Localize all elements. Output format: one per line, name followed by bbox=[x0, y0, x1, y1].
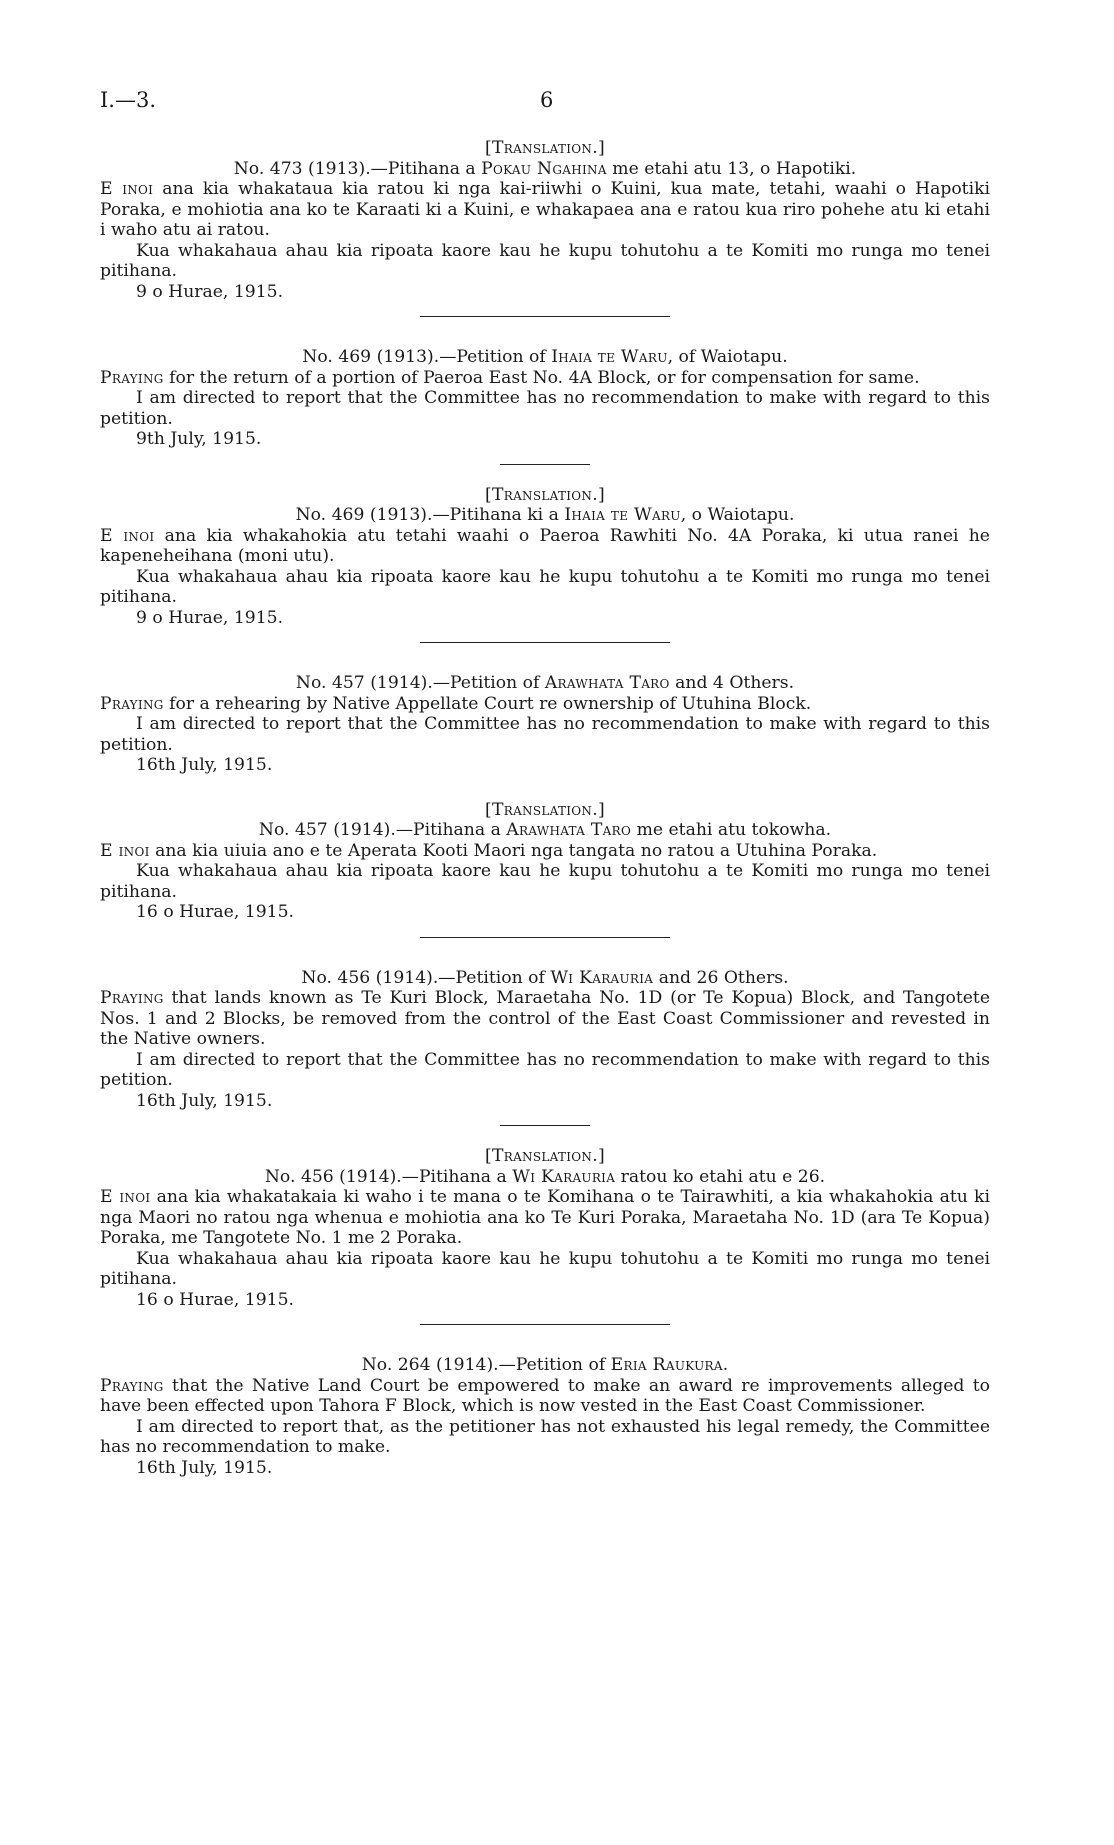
section-divider bbox=[420, 642, 670, 643]
translation-heading: [Translation.] bbox=[484, 799, 606, 820]
petitioner-name: Arawhata Taro bbox=[544, 673, 670, 693]
section-divider bbox=[420, 316, 670, 317]
petition-section bbox=[100, 1146, 990, 1310]
report-paragraph: I am directed to report that, as the petitioner has not exhausted his legal remedy, the Committee has no recommendation to make. bbox=[100, 1416, 990, 1457]
petitioner-name: Ihaia te Waru bbox=[551, 347, 668, 367]
section-divider bbox=[420, 1324, 670, 1325]
petition-title: No. 469 (1913).—Pitihana ki a Ihaia te Waru, o Waiotapu. bbox=[295, 505, 795, 525]
date-line: 9 o Hurae, 1915. bbox=[136, 607, 284, 628]
document-page bbox=[100, 90, 990, 1478]
petition-title: No. 457 (1914).—Petition of Arawhata Taro and 4 Others. bbox=[295, 673, 795, 693]
petition-title: No. 264 (1914).—Petition of Eria Raukura. bbox=[361, 1355, 729, 1375]
date-line: 16 o Hurae, 1915. bbox=[136, 902, 294, 922]
date-line: 16th July, 1915. bbox=[136, 1090, 273, 1111]
petition-section bbox=[100, 347, 990, 450]
translation-heading: [Translation.] bbox=[484, 138, 606, 158]
translation-divider bbox=[500, 464, 590, 465]
prayer-paragraph: Praying that lands known as Te Kuri Block, Maraetaha No. 1D (or Te Kopua) Block, and Tangotete Nos. 1 and 2 Blocks, be removed from the control of the East Coast Commissioner and revested in the Native owners. bbox=[100, 988, 990, 1049]
petition-title: No. 457 (1914).—Pitihana a Arawhata Taro me etahi atu tokowha. bbox=[258, 820, 832, 840]
date-line: 16th July, 1915. bbox=[136, 755, 273, 775]
petitioner-name: Wi Karauria bbox=[512, 1166, 616, 1187]
prayer-paragraph: Praying that the Native Land Court be empowered to make an award re improvements alleged to have been effected upon Tahora F Block, which is now vested in the East Coast Commissioner. bbox=[100, 1375, 990, 1416]
translation-heading: [Translation.] bbox=[484, 1146, 606, 1166]
page-number: 6 bbox=[540, 88, 554, 112]
document-id: I.—3. bbox=[100, 88, 157, 112]
petition-section bbox=[100, 138, 990, 302]
report-paragraph: I am directed to report that the Committee has no recommendation to make with regard to this petition. bbox=[100, 714, 990, 755]
petitioner-name: Ihaia te Waru bbox=[564, 505, 681, 525]
petition-section bbox=[100, 673, 990, 776]
date-line: 16 o Hurae, 1915. bbox=[136, 1289, 294, 1310]
prayer-paragraph: Praying for a rehearing by Native Appellate Court re ownership of Utuhina Block. bbox=[100, 693, 812, 714]
report-paragraph: Kua whakahaua ahau kia ripoata kaore kau he kupu tohutohu a te Komiti mo runga mo tenei pitihana. bbox=[100, 861, 990, 902]
petition-title: No. 469 (1913).—Petition of Ihaia te Waru, of Waiotapu. bbox=[302, 347, 788, 367]
report-paragraph: Kua whakahaua ahau kia ripoata kaore kau he kupu tohutohu a te Komiti mo runga mo tenei pitihana. bbox=[100, 566, 990, 607]
prayer-paragraph: E inoi ana kia whakatakaia ki waho i te mana o te Komihana o te Tairawhiti, a kia whakahokia atu ki nga Maori no ratou nga whenua e mohiotia ana ko Te Kuri Poraka, Maraetaha No. 1D (ara Te Kopua) Poraka, me Tangotete No. 1 me 2 Poraka. bbox=[100, 1187, 990, 1248]
prayer-paragraph: E inoi ana kia uiuia ano e te Aperata Kooti Maori nga tangata no ratou a Utuhina Poraka. bbox=[100, 840, 878, 861]
petition-section bbox=[100, 968, 990, 1112]
petition-section bbox=[100, 800, 990, 923]
petitioner-name: Eria Raukura bbox=[610, 1355, 723, 1375]
report-paragraph: I am directed to report that the Committee has no recommendation to make with regard to this petition. bbox=[100, 1049, 990, 1090]
date-line: 9 o Hurae, 1915. bbox=[136, 281, 284, 302]
report-paragraph: Kua whakahaua ahau kia ripoata kaore kau he kupu tohutohu a te Komiti mo runga mo tenei pitihana. bbox=[100, 1248, 990, 1289]
translation-divider bbox=[500, 1125, 590, 1126]
petitioner-name: Arawhata Taro bbox=[506, 820, 632, 840]
prayer-paragraph: Praying for the return of a portion of Paeroa East No. 4A Block, or for compensation for same. bbox=[100, 367, 920, 388]
prayer-paragraph: E inoi ana kia whakataua kia ratou ki nga kai-riiwhi o Kuini, kua mate, tetahi, waahi o Hapotiki Poraka, e mohiotia ana ko te Karaati ki a Kuini, e whakapaea ana e ratou kua riro pohehe atu ki etahi i waho atu ai ratou. bbox=[100, 179, 990, 240]
petition-section bbox=[100, 1355, 990, 1478]
petition-title: No. 456 (1914).—Petition of Wi Karauria and 26 Others. bbox=[301, 967, 789, 988]
petition-section bbox=[100, 485, 990, 629]
report-paragraph: Kua whakahaua ahau kia ripoata kaore kau he kupu tohutohu a te Komiti mo runga mo tenei pitihana. bbox=[100, 240, 990, 281]
petition-title: No. 473 (1913).—Pitihana a Pokau Ngahina me etahi atu 13, o Hapotiki. bbox=[233, 158, 857, 179]
page-header bbox=[100, 90, 990, 136]
date-line: 16th July, 1915. bbox=[136, 1457, 273, 1478]
section-divider bbox=[420, 937, 670, 938]
translation-heading: [Translation.] bbox=[484, 484, 606, 505]
prayer-paragraph: E inoi ana kia whakahokia atu tetahi waahi o Paeroa Rawhiti No. 4A Poraka, ki utua ranei he kapeneheihana (moni utu). bbox=[100, 525, 990, 566]
petitioner-name: Wi Karauria bbox=[550, 967, 654, 988]
petitioner-name: Pokau Ngahina bbox=[481, 158, 607, 179]
report-paragraph: I am directed to report that the Committee has no recommendation to make with regard to this petition. bbox=[100, 388, 990, 429]
date-line: 9th July, 1915. bbox=[136, 429, 262, 449]
petition-title: No. 456 (1914).—Pitihana a Wi Karauria ratou ko etahi atu e 26. bbox=[264, 1166, 826, 1187]
